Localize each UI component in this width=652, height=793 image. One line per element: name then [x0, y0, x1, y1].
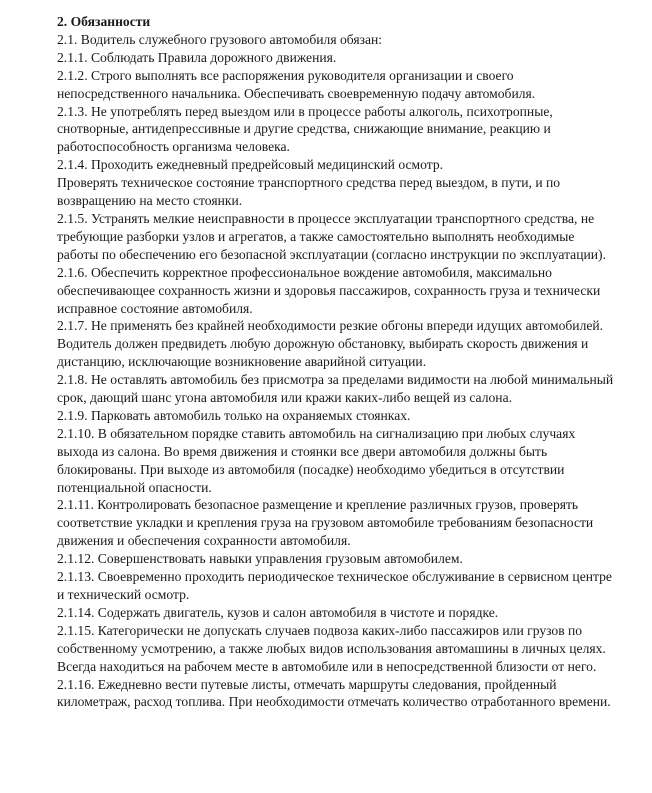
- section-heading: 2. Обязанности: [57, 14, 151, 29]
- paragraph-2-1-1: 2.1.1. Соблюдать Правила дорожного движения.: [57, 49, 337, 65]
- paragraph-2-1: 2.1. Водитель служебного грузового автомобиля обязан:: [57, 31, 383, 47]
- paragraph-2-1-13: 2.1.13. Своевременно проходить периодическое техническое обслуживание в сервисном центре и технический осмотр.: [57, 569, 612, 602]
- paragraph-2-1-15: 2.1.15. Категорически не допускать случаев подвоза каких-либо пассажиров или грузов по собственному усмотрению, а также любых видов использования автомашины в личных целях. Всегда находиться на рабочем месте в автомобиле или в непосредственной близости от него.: [57, 622, 606, 674]
- paragraph-2-1-4-continued: Проверять техническое состояние транспортного средства перед выездом, в пути, и по возвращению на место стоянки.: [57, 175, 561, 209]
- paragraph-2-1-11: 2.1.11. Контролировать безопасное размещение и крепление различных грузов, проверять соответствие укладки и крепления груза на грузовом автомобиле требованиям безопасности движения и обеспечения сохранности автомобиля.: [57, 497, 594, 549]
- paragraph-2-1-5: 2.1.5. Устранять мелкие неисправности в процессе эксплуатации транспортного средства, не требующие разборки узлов и агрегатов, а также самостоятельно выполнять необходимые работы по обеспечению его безопасной эксплуатации (согласно инструкции по эксплуатации).: [57, 210, 606, 262]
- paragraph-2-1-6: 2.1.6. Обеспечить корректное профессиональное вождение автомобиля, максимально обеспечивающее сохранность жизни и здоровья пассажиров, сохранность груза и технически исправное состояние автомобиля.: [57, 264, 601, 316]
- paragraph-2-1-10: 2.1.10. В обязательном порядке ставить автомобиль на сигнализацию при любых случаях выхода из салона. Во время движения и стоянки все двери автомобиля должны быть блокированы. При выходе из автомобиля (посадке) необходимо убедиться в отсутствии потенциальной опасности.: [57, 425, 576, 495]
- paragraph-2-1-3: 2.1.3. Не употреблять перед выездом или в процессе работы алкоголь, психотропные, снотворные, антидепрессивные и другие средства, снижающие внимание, реакцию и работоспособность организма человека.: [57, 103, 553, 155]
- paragraph-2-1-16: 2.1.16. Ежедневно вести путевые листы, отмечать маршруты следования, пройденный километраж, расход топлива. При необходимости отмечать количество отработанного времени.: [57, 676, 611, 710]
- paragraph-2-1-9: 2.1.9. Парковать автомобиль только на охраняемых стоянках.: [57, 407, 411, 423]
- paragraph-2-1-4: 2.1.4. Проходить ежедневный предрейсовый медицинский осмотр.: [57, 157, 444, 173]
- paragraph-2-1-14: 2.1.14. Содержать двигатель, кузов и салон автомобиля в чистоте и порядке.: [57, 604, 499, 620]
- paragraph-2-1-12: 2.1.12. Совершенствовать навыки управления грузовым автомобилем.: [57, 551, 463, 567]
- paragraph-2-1-8: 2.1.8. Не оставлять автомобиль без присмотра за пределами видимости на любой минимальный срок, дающий шанс угона автомобиля или кражи каких-либо вещей из салона.: [57, 372, 614, 406]
- document-body: [57, 13, 617, 711]
- paragraph-2-1-7: 2.1.7. Не применять без крайней необходимости резкие обгоны впереди идущих автомобилей. Водитель должен предвидеть любую дорожную обстановку, выбирать скорость движения и дистанцию, исключающие возникновение аварийной ситуации.: [57, 318, 604, 370]
- paragraph-2-1-2: 2.1.2. Строго выполнять все распоряжения руководителя организации и своего непосредственного начальника. Обеспечивать своевременную подачу автомобиля.: [57, 67, 536, 101]
